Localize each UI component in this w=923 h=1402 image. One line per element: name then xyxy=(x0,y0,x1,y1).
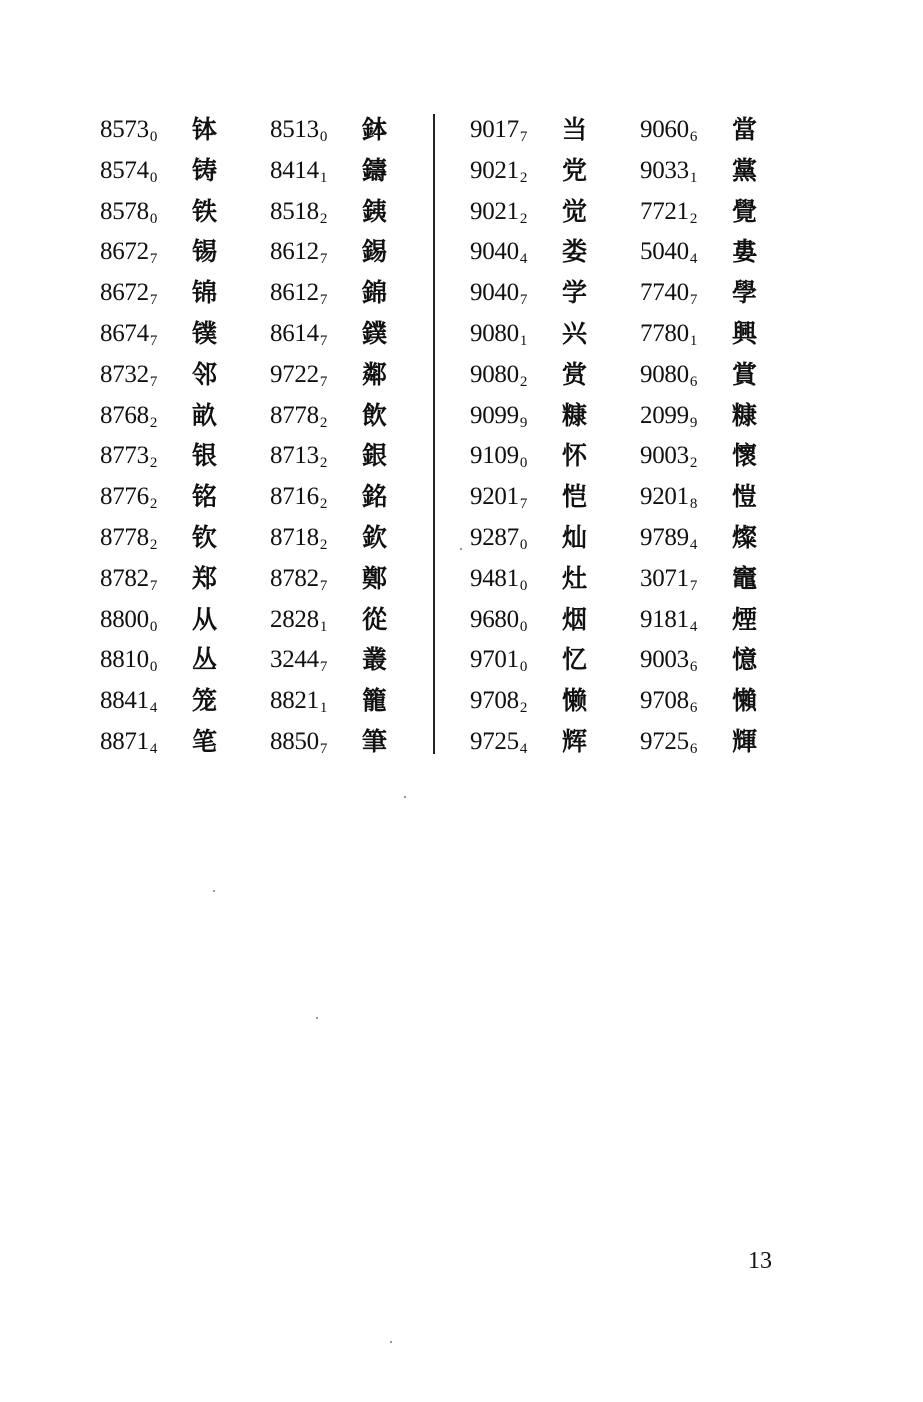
code-digits: 9080 xyxy=(640,360,689,388)
code-digits: 8850 xyxy=(270,727,319,755)
code-subscript: 2 xyxy=(519,373,528,390)
table-row xyxy=(470,722,800,763)
code-subscript: 2 xyxy=(519,210,528,227)
code-digits: 9708 xyxy=(470,687,519,715)
four-corner-code xyxy=(270,640,327,681)
four-corner-code xyxy=(270,273,327,314)
four-corner-code xyxy=(270,110,327,151)
code-subscript: 7 xyxy=(689,577,698,594)
code-subscript: 2 xyxy=(519,700,528,717)
simplified-character: 觉 xyxy=(562,196,588,226)
code-digits: 3071 xyxy=(640,564,689,592)
code-subscript: 7 xyxy=(149,577,158,594)
four-corner-code xyxy=(640,559,697,600)
four-corner-code xyxy=(470,681,527,722)
code-digits: 3244 xyxy=(270,646,319,674)
traditional-character: 覺 xyxy=(732,196,758,226)
table-row xyxy=(470,192,800,233)
traditional-character: 煙 xyxy=(732,604,758,634)
four-corner-code xyxy=(100,681,157,722)
table-row xyxy=(100,600,430,641)
code-subscript: 0 xyxy=(149,210,158,227)
traditional-character: 當 xyxy=(732,115,758,144)
simplified-character: 党 xyxy=(562,155,588,185)
code-subscript: 7 xyxy=(149,373,158,390)
code-subscript: 7 xyxy=(519,496,528,513)
simplified-character: 钵 xyxy=(192,115,218,144)
code-subscript: 7 xyxy=(149,251,158,268)
simplified-character: 娄 xyxy=(562,237,588,267)
code-subscript: 4 xyxy=(519,740,528,757)
code-subscript: 4 xyxy=(689,536,698,553)
traditional-character: 婁 xyxy=(732,237,758,267)
scan-speck xyxy=(316,1017,318,1019)
traditional-character: 愷 xyxy=(732,482,758,512)
code-subscript: 4 xyxy=(149,700,158,717)
code-subscript: 7 xyxy=(689,292,698,309)
four-corner-code xyxy=(640,600,697,641)
simplified-character: 懒 xyxy=(562,686,588,716)
four-corner-code xyxy=(100,314,157,355)
code-subscript: 0 xyxy=(319,129,328,145)
code-subscript: 0 xyxy=(519,536,528,553)
simplified-character: 灿 xyxy=(562,522,588,552)
four-corner-code xyxy=(470,477,527,518)
code-digits: 8718 xyxy=(270,523,319,551)
code-digits: 8778 xyxy=(270,401,319,429)
table-row xyxy=(470,600,800,641)
traditional-character: 鄭 xyxy=(362,563,388,593)
code-digits: 8674 xyxy=(100,319,149,347)
code-digits: 9725 xyxy=(640,727,689,755)
scan-speck xyxy=(213,890,215,892)
code-digits: 9201 xyxy=(640,483,689,511)
code-subscript: 2 xyxy=(689,210,698,227)
table-row xyxy=(100,314,430,355)
code-digits: 9003 xyxy=(640,442,689,470)
code-subscript: 7 xyxy=(319,373,328,390)
code-subscript: 2 xyxy=(319,455,328,472)
four-corner-code xyxy=(100,559,157,600)
code-subscript: 2 xyxy=(319,210,328,227)
four-corner-code xyxy=(270,192,327,233)
code-subscript: 1 xyxy=(319,169,328,186)
code-subscript: 0 xyxy=(149,618,158,635)
four-corner-code xyxy=(470,640,527,681)
four-corner-code xyxy=(470,110,527,151)
table-row xyxy=(470,273,800,314)
code-digits: 8612 xyxy=(270,238,319,266)
four-corner-code xyxy=(470,396,527,437)
simplified-character: 丛 xyxy=(192,645,218,675)
four-corner-code xyxy=(100,273,157,314)
traditional-character: 輝 xyxy=(732,726,758,756)
four-corner-code xyxy=(270,477,327,518)
simplified-character: 辉 xyxy=(562,726,588,756)
simplified-character: 邻 xyxy=(192,359,218,389)
code-subscript: 1 xyxy=(319,618,328,635)
code-digits: 9040 xyxy=(470,279,519,307)
four-corner-code xyxy=(470,600,527,641)
code-subscript: 7 xyxy=(149,292,158,309)
simplified-character: 恺 xyxy=(562,482,588,512)
code-subscript: 7 xyxy=(319,577,328,594)
table-row xyxy=(100,151,430,192)
simplified-character: 糠 xyxy=(562,400,588,430)
left-character-table xyxy=(100,110,430,763)
code-subscript: 6 xyxy=(689,373,698,390)
code-subscript: 7 xyxy=(149,332,158,349)
code-digits: 9060 xyxy=(640,116,689,143)
simplified-character: 郑 xyxy=(192,563,218,593)
four-corner-code xyxy=(100,518,157,559)
scan-speck xyxy=(404,796,406,798)
code-digits: 8732 xyxy=(100,360,149,388)
code-digits: 9080 xyxy=(470,360,519,388)
table-row xyxy=(100,559,430,600)
code-digits: 9021 xyxy=(470,197,519,225)
code-digits: 9725 xyxy=(470,727,519,755)
code-digits: 8672 xyxy=(100,279,149,307)
four-corner-code xyxy=(100,110,157,151)
code-subscript: 2 xyxy=(149,455,158,472)
simplified-character: 忆 xyxy=(562,645,588,675)
code-digits: 9722 xyxy=(270,360,319,388)
code-digits: 8414 xyxy=(270,156,319,184)
code-subscript: 0 xyxy=(149,129,158,145)
code-subscript: 6 xyxy=(689,740,698,757)
four-corner-code xyxy=(470,722,527,763)
code-digits: 9109 xyxy=(470,442,519,470)
four-corner-code xyxy=(270,600,327,641)
code-subscript: 7 xyxy=(319,251,328,268)
traditional-character: 懶 xyxy=(732,686,758,716)
four-corner-code xyxy=(640,640,697,681)
code-subscript: 4 xyxy=(689,251,698,268)
code-digits: 7721 xyxy=(640,197,689,225)
code-digits: 8776 xyxy=(100,483,149,511)
traditional-character: 銕 xyxy=(362,196,388,226)
four-corner-code xyxy=(640,436,697,477)
code-digits: 9701 xyxy=(470,646,519,674)
traditional-character: 賞 xyxy=(732,359,758,389)
four-corner-code xyxy=(640,518,697,559)
simplified-character: 笼 xyxy=(192,686,218,716)
code-subscript: 2 xyxy=(519,169,528,186)
simplified-character: 畝 xyxy=(192,400,218,430)
code-subscript: 7 xyxy=(519,129,528,145)
code-digits: 9481 xyxy=(470,564,519,592)
four-corner-code xyxy=(640,722,697,763)
table-row xyxy=(470,518,800,559)
four-corner-code xyxy=(100,355,157,396)
traditional-character: 鉢 xyxy=(362,115,388,144)
table-row xyxy=(470,151,800,192)
table-row xyxy=(470,559,800,600)
four-corner-code xyxy=(270,396,327,437)
traditional-character: 鄰 xyxy=(362,359,388,389)
code-digits: 9003 xyxy=(640,646,689,674)
code-digits: 9181 xyxy=(640,605,689,633)
code-subscript: 4 xyxy=(689,618,698,635)
traditional-character: 鏷 xyxy=(362,318,388,348)
four-corner-code xyxy=(470,518,527,559)
four-corner-code xyxy=(270,314,327,355)
traditional-character: 黨 xyxy=(732,155,758,185)
traditional-character: 燦 xyxy=(732,522,758,552)
four-corner-code xyxy=(640,355,697,396)
code-subscript: 4 xyxy=(149,740,158,757)
four-corner-code xyxy=(640,110,697,151)
code-subscript: 0 xyxy=(149,169,158,186)
four-corner-code xyxy=(100,151,157,192)
code-digits: 8518 xyxy=(270,197,319,225)
table-row xyxy=(470,681,800,722)
code-subscript: 9 xyxy=(519,414,528,431)
table-row xyxy=(470,396,800,437)
four-corner-code xyxy=(270,722,327,763)
code-digits: 8768 xyxy=(100,401,149,429)
column-divider xyxy=(433,114,435,754)
simplified-character: 怀 xyxy=(562,441,588,471)
scan-speck xyxy=(390,1341,392,1343)
code-subscript: 7 xyxy=(519,292,528,309)
code-digits: 7740 xyxy=(640,279,689,307)
traditional-character: 興 xyxy=(732,318,758,348)
four-corner-code xyxy=(470,314,527,355)
code-digits: 9080 xyxy=(470,319,519,347)
simplified-character: 兴 xyxy=(562,318,588,348)
four-corner-code xyxy=(100,396,157,437)
simplified-character: 银 xyxy=(192,441,218,471)
code-digits: 8713 xyxy=(270,442,319,470)
table-row xyxy=(100,722,430,763)
traditional-character: 從 xyxy=(362,604,388,634)
code-subscript: 0 xyxy=(149,659,158,676)
code-subscript: 7 xyxy=(319,659,328,676)
code-subscript: 2 xyxy=(319,536,328,553)
code-digits: 9021 xyxy=(470,156,519,184)
code-subscript: 2 xyxy=(689,455,698,472)
table-row xyxy=(100,518,430,559)
simplified-character: 锡 xyxy=(192,237,218,267)
traditional-character: 學 xyxy=(732,278,758,308)
four-corner-code xyxy=(270,151,327,192)
four-corner-code xyxy=(640,192,697,233)
four-corner-code xyxy=(640,681,697,722)
code-digits: 8800 xyxy=(100,605,149,633)
code-digits: 9287 xyxy=(470,523,519,551)
table-row xyxy=(100,192,430,233)
code-subscript: 2 xyxy=(149,536,158,553)
four-corner-code xyxy=(640,273,697,314)
code-digits: 9099 xyxy=(470,401,519,429)
code-subscript: 2 xyxy=(149,414,158,431)
simplified-character: 铁 xyxy=(192,196,218,226)
code-subscript: 2 xyxy=(319,414,328,431)
code-subscript: 0 xyxy=(519,455,528,472)
code-digits: 8810 xyxy=(100,646,149,674)
code-subscript: 0 xyxy=(519,659,528,676)
four-corner-code xyxy=(470,273,527,314)
code-digits: 9708 xyxy=(640,687,689,715)
simplified-character: 镤 xyxy=(192,318,218,348)
scan-speck xyxy=(460,548,462,550)
traditional-character: 籠 xyxy=(362,686,388,716)
simplified-character: 灶 xyxy=(562,563,588,593)
traditional-character: 筆 xyxy=(362,726,388,756)
code-digits: 2099 xyxy=(640,401,689,429)
code-digits: 8614 xyxy=(270,319,319,347)
code-digits: 5040 xyxy=(640,238,689,266)
traditional-character: 鑄 xyxy=(362,155,388,185)
traditional-character: 竈 xyxy=(732,563,758,593)
code-subscript: 2 xyxy=(319,496,328,513)
code-digits: 7780 xyxy=(640,319,689,347)
code-digits: 9033 xyxy=(640,156,689,184)
traditional-character: 錫 xyxy=(362,237,388,267)
code-subscript: 1 xyxy=(319,700,328,717)
code-subscript: 0 xyxy=(519,577,528,594)
simplified-character: 铸 xyxy=(192,155,218,185)
traditional-character: 銘 xyxy=(362,482,388,512)
four-corner-code xyxy=(270,518,327,559)
four-corner-code xyxy=(640,477,697,518)
table-row xyxy=(100,436,430,477)
four-corner-code xyxy=(470,192,527,233)
four-corner-code xyxy=(100,722,157,763)
four-corner-code xyxy=(470,559,527,600)
code-digits: 8782 xyxy=(100,564,149,592)
four-corner-code xyxy=(470,232,527,273)
four-corner-code xyxy=(100,600,157,641)
table-row xyxy=(100,110,430,151)
code-subscript: 1 xyxy=(689,169,698,186)
four-corner-code xyxy=(640,396,697,437)
table-row xyxy=(470,355,800,396)
code-subscript: 6 xyxy=(689,700,698,717)
table-row xyxy=(470,110,800,151)
code-digits: 8773 xyxy=(100,442,149,470)
four-corner-code xyxy=(270,559,327,600)
table-row xyxy=(100,681,430,722)
table-row xyxy=(100,273,430,314)
code-subscript: 1 xyxy=(519,332,528,349)
simplified-character: 学 xyxy=(562,278,588,308)
code-subscript: 8 xyxy=(689,496,698,513)
table-row xyxy=(100,355,430,396)
simplified-character: 锦 xyxy=(192,278,218,308)
code-digits: 8871 xyxy=(100,727,149,755)
code-digits: 8821 xyxy=(270,687,319,715)
table-row xyxy=(470,232,800,273)
simplified-character: 从 xyxy=(192,604,218,634)
simplified-character: 笔 xyxy=(192,726,218,756)
page-number: 13 xyxy=(748,1248,772,1274)
code-subscript: 6 xyxy=(689,129,698,145)
code-digits: 8574 xyxy=(100,156,149,184)
table-row xyxy=(470,640,800,681)
table-row xyxy=(100,396,430,437)
four-corner-code xyxy=(100,436,157,477)
traditional-character: 懷 xyxy=(732,441,758,471)
code-digits: 8778 xyxy=(100,523,149,551)
code-digits: 9017 xyxy=(470,116,519,143)
code-subscript: 6 xyxy=(689,659,698,676)
four-corner-code xyxy=(640,232,697,273)
traditional-character: 銀 xyxy=(362,441,388,471)
four-corner-code xyxy=(470,436,527,477)
code-digits: 8782 xyxy=(270,564,319,592)
four-corner-code xyxy=(100,192,157,233)
code-subscript: 2 xyxy=(149,496,158,513)
traditional-character: 飲 xyxy=(362,400,388,430)
table-row xyxy=(470,436,800,477)
table-row xyxy=(470,477,800,518)
code-digits: 8578 xyxy=(100,197,149,225)
simplified-character: 赏 xyxy=(562,359,588,389)
code-subscript: 0 xyxy=(519,618,528,635)
table-row xyxy=(100,477,430,518)
simplified-character: 钦 xyxy=(192,522,218,552)
four-corner-code xyxy=(270,436,327,477)
traditional-character: 欽 xyxy=(362,522,388,552)
right-character-table xyxy=(470,110,800,763)
traditional-character: 叢 xyxy=(362,645,388,675)
simplified-character: 烟 xyxy=(562,604,588,634)
code-digits: 8513 xyxy=(270,116,319,143)
simplified-character: 当 xyxy=(562,115,588,144)
code-digits: 9680 xyxy=(470,605,519,633)
code-digits: 8672 xyxy=(100,238,149,266)
four-corner-code xyxy=(640,151,697,192)
four-corner-code xyxy=(100,477,157,518)
code-digits: 9789 xyxy=(640,523,689,551)
code-digits: 8573 xyxy=(100,116,149,143)
code-subscript: 7 xyxy=(319,740,328,757)
traditional-character: 糠 xyxy=(732,400,758,430)
four-corner-code xyxy=(100,640,157,681)
code-digits: 8841 xyxy=(100,687,149,715)
code-digits: 9040 xyxy=(470,238,519,266)
four-corner-code xyxy=(270,355,327,396)
code-subscript: 4 xyxy=(519,251,528,268)
four-corner-code xyxy=(470,151,527,192)
code-digits: 2828 xyxy=(270,605,319,633)
four-corner-code xyxy=(270,232,327,273)
traditional-character: 錦 xyxy=(362,278,388,308)
code-subscript: 7 xyxy=(319,292,328,309)
code-digits: 8716 xyxy=(270,483,319,511)
four-corner-code xyxy=(640,314,697,355)
four-corner-code xyxy=(270,681,327,722)
traditional-character: 憶 xyxy=(732,645,758,675)
code-digits: 9201 xyxy=(470,483,519,511)
four-corner-code xyxy=(100,232,157,273)
code-subscript: 7 xyxy=(319,332,328,349)
four-corner-code xyxy=(470,355,527,396)
table-row xyxy=(100,640,430,681)
table-row xyxy=(100,232,430,273)
code-digits: 8612 xyxy=(270,279,319,307)
code-subscript: 9 xyxy=(689,414,698,431)
table-row xyxy=(470,314,800,355)
code-subscript: 1 xyxy=(689,332,698,349)
simplified-character: 铭 xyxy=(192,482,218,512)
